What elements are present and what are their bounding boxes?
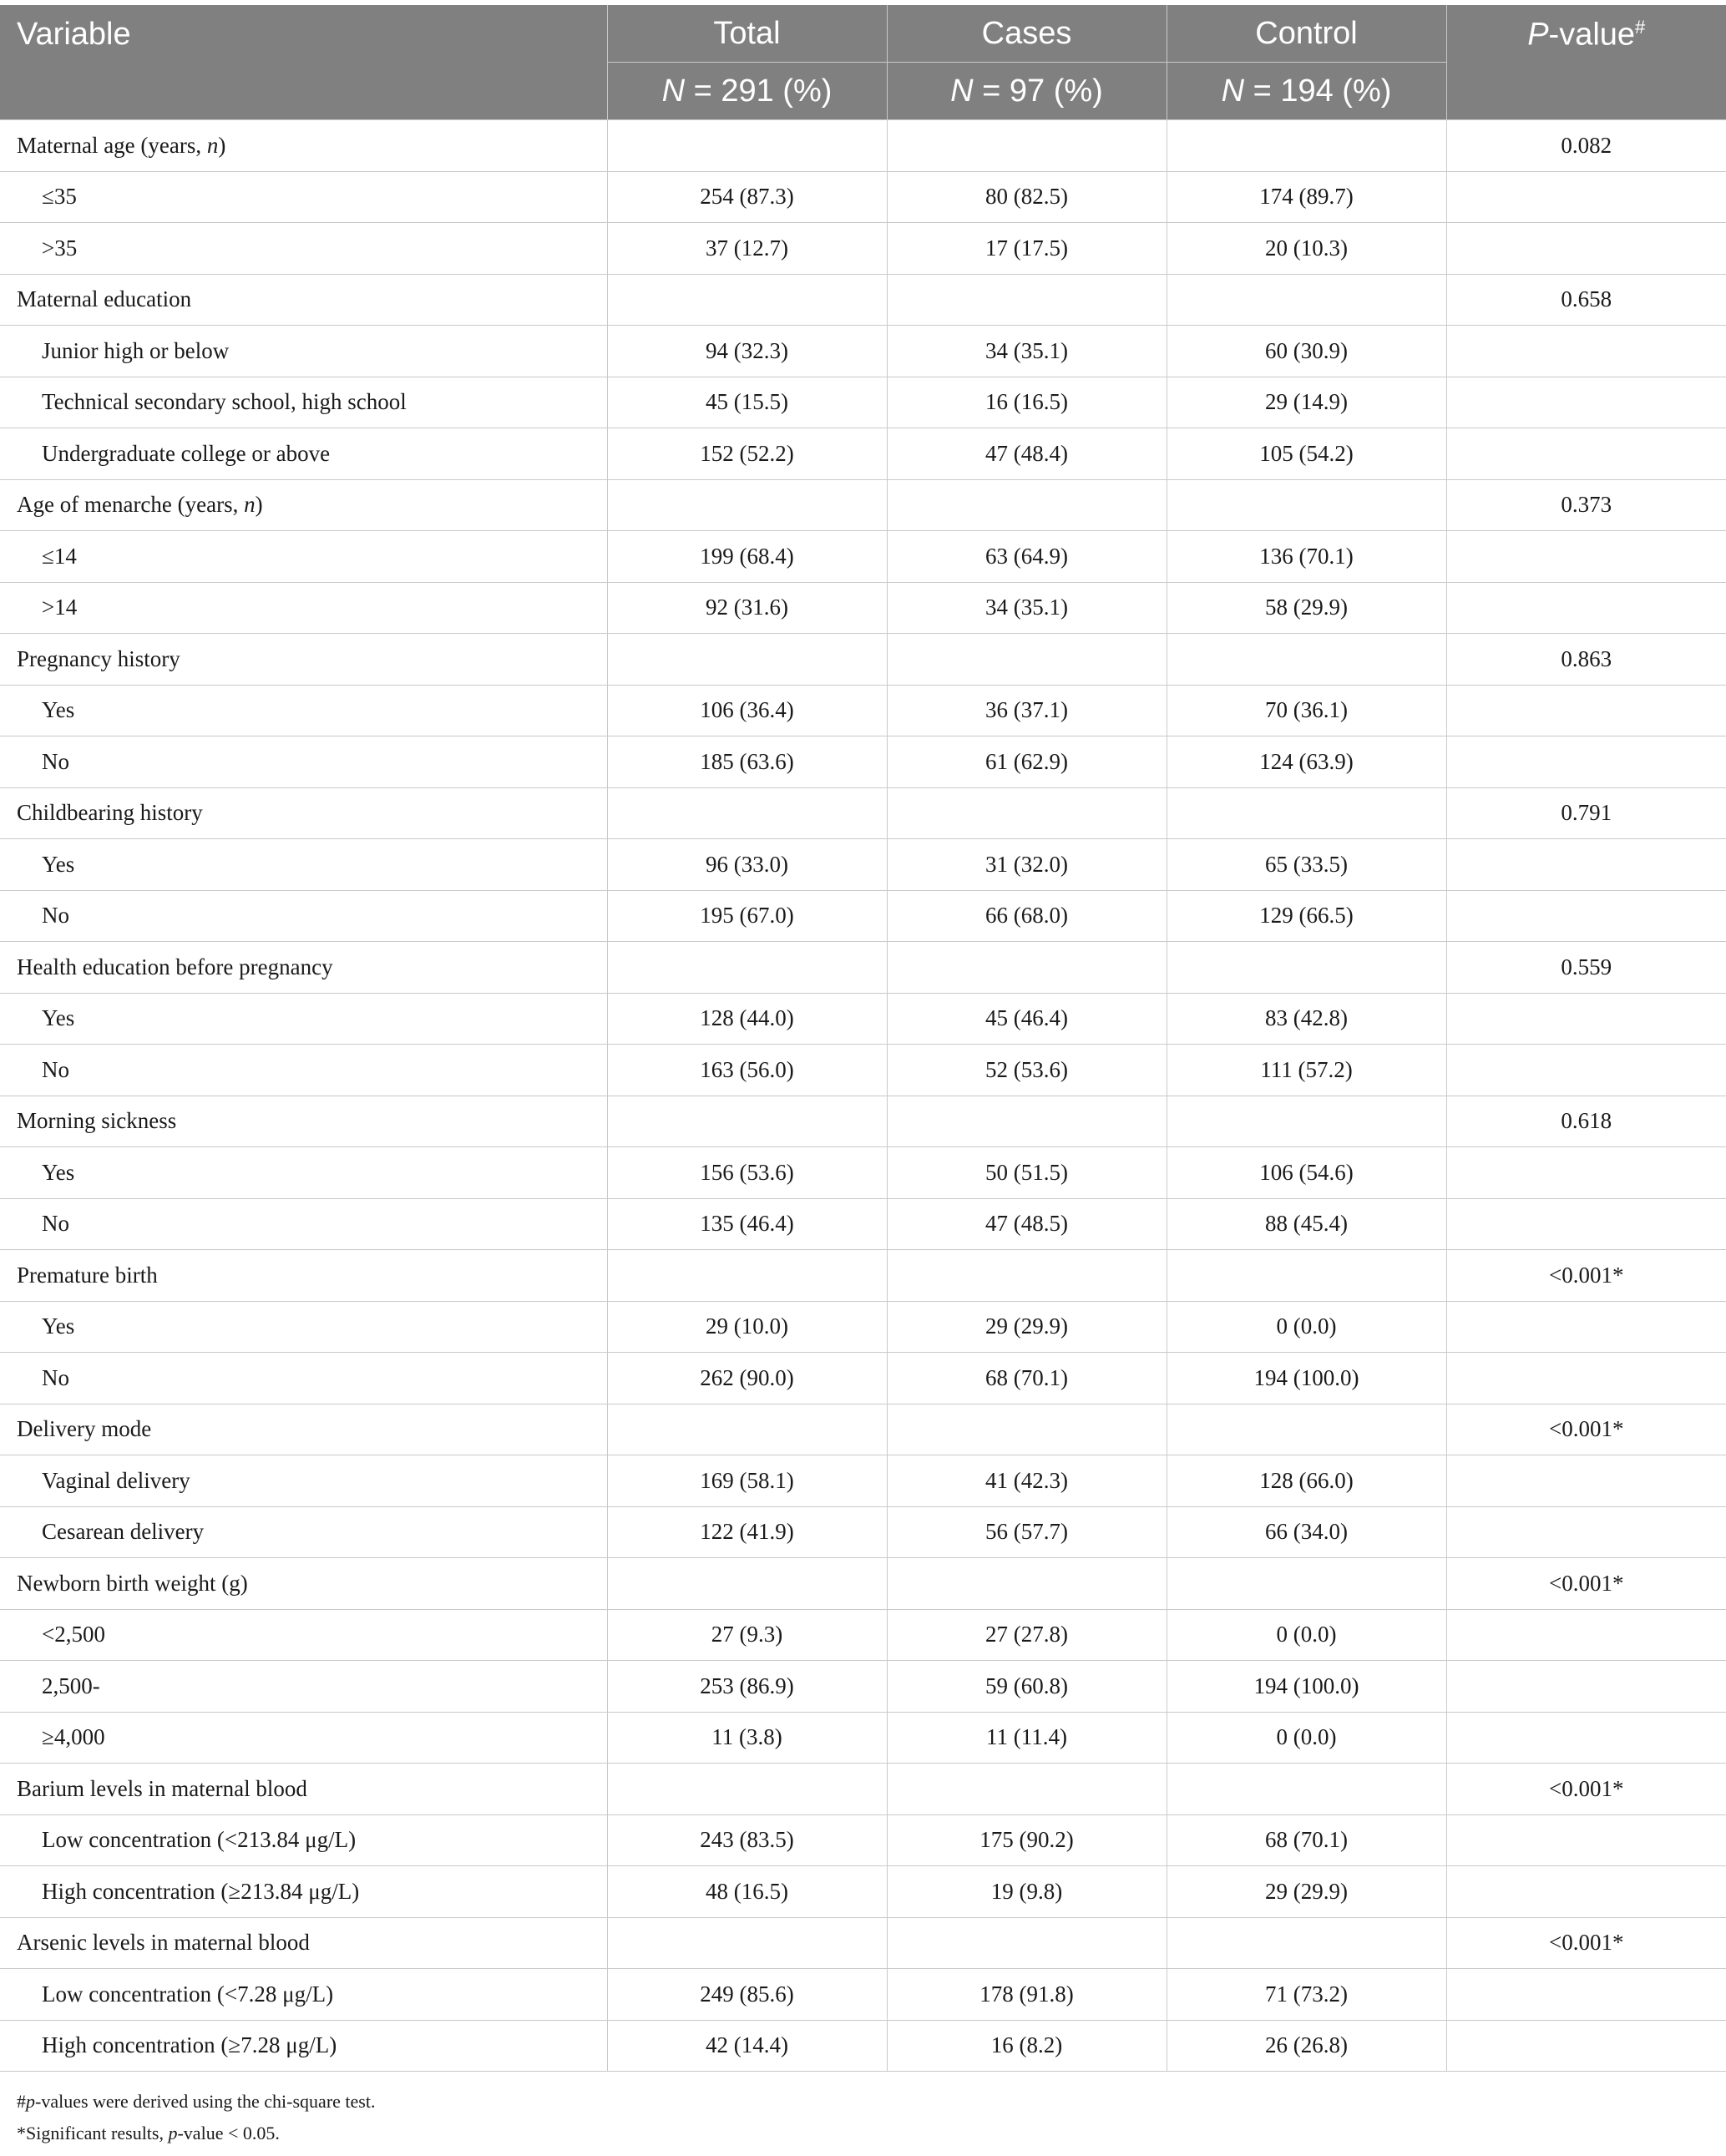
variable-label: Premature birth: [0, 1250, 607, 1302]
control-cell: 0 (0.0): [1167, 1609, 1446, 1661]
table-row: [0, 582, 1726, 634]
table-group-row: [0, 942, 1726, 994]
total-cell: 45 (15.5): [607, 377, 887, 428]
pvalue-cell: [1446, 1198, 1726, 1250]
header-control: Control: [1167, 5, 1446, 63]
variable-label: Barium levels in maternal blood: [0, 1764, 607, 1815]
pvalue-cell: [1446, 1147, 1726, 1199]
category-label: Yes: [0, 685, 607, 736]
variable-label: Health education before pregnancy: [0, 942, 607, 994]
total-cell: 199 (68.4): [607, 531, 887, 583]
cases-cell: 61 (62.9): [887, 736, 1167, 788]
category-label: >35: [0, 223, 607, 275]
cases-cell: [887, 787, 1167, 839]
table-row: [0, 1353, 1726, 1404]
control-cell: 68 (70.1): [1167, 1814, 1446, 1866]
control-cell: [1167, 479, 1446, 531]
total-cell: 27 (9.3): [607, 1609, 887, 1661]
table-footnotes: [17, 2086, 375, 2149]
category-label: No: [0, 890, 607, 942]
total-cell: 163 (56.0): [607, 1045, 887, 1096]
table-row: [0, 1301, 1726, 1353]
total-cell: 29 (10.0): [607, 1301, 887, 1353]
header-pvalue-sup: #: [1635, 17, 1646, 38]
control-cell: 174 (89.7): [1167, 171, 1446, 223]
pvalue-cell: [1446, 428, 1726, 480]
cases-cell: 34 (35.1): [887, 582, 1167, 634]
table-header: [0, 5, 1726, 120]
footnote-2-italic: p: [168, 2123, 178, 2143]
variable-label: Delivery mode: [0, 1404, 607, 1455]
control-cell: 29 (29.9): [1167, 1866, 1446, 1918]
cases-cell: 68 (70.1): [887, 1353, 1167, 1404]
pvalue-cell: [1446, 1866, 1726, 1918]
category-label: Junior high or below: [0, 326, 607, 377]
cases-cell: 80 (82.5): [887, 171, 1167, 223]
table-row: [0, 1866, 1726, 1918]
characteristics-table: [0, 5, 1726, 2072]
cases-cell: 41 (42.3): [887, 1455, 1167, 1507]
category-label: Undergraduate college or above: [0, 428, 607, 480]
header-cases: Cases: [887, 5, 1167, 63]
pvalue-cell: <0.001*: [1446, 1250, 1726, 1302]
table-row: [0, 839, 1726, 891]
total-cell: [607, 1096, 887, 1147]
category-label: 2,500-: [0, 1661, 607, 1713]
header-row-1: [0, 5, 1726, 63]
pvalue-cell: [1446, 1353, 1726, 1404]
category-label: Technical secondary school, high school: [0, 377, 607, 428]
control-cell: [1167, 120, 1446, 172]
total-cell: [607, 1764, 887, 1815]
table-body: [0, 120, 1726, 2072]
pvalue-cell: [1446, 1609, 1726, 1661]
category-label: Low concentration (<213.84 μg/L): [0, 1814, 607, 1866]
control-cell: [1167, 1764, 1446, 1815]
control-cell: 124 (63.9): [1167, 736, 1446, 788]
n-symbol: N: [950, 73, 974, 109]
cases-cell: 66 (68.0): [887, 890, 1167, 942]
total-cell: [607, 1917, 887, 1969]
control-cell: 106 (54.6): [1167, 1147, 1446, 1199]
header-control-n: [1167, 63, 1446, 120]
variable-label: Morning sickness: [0, 1096, 607, 1147]
cases-cell: [887, 634, 1167, 686]
pvalue-cell: [1446, 1814, 1726, 1866]
control-cell: 66 (34.0): [1167, 1506, 1446, 1558]
total-cell: 262 (90.0): [607, 1353, 887, 1404]
total-cell: [607, 634, 887, 686]
variable-label-end: ): [255, 492, 263, 518]
cases-cell: 178 (91.8): [887, 1969, 1167, 2021]
control-cell: [1167, 1917, 1446, 1969]
table-row: [0, 326, 1726, 377]
table-row: [0, 1455, 1726, 1507]
pvalue-cell: 0.559: [1446, 942, 1726, 994]
pvalue-cell: [1446, 582, 1726, 634]
table-group-row: [0, 787, 1726, 839]
total-cell: 37 (12.7): [607, 223, 887, 275]
table-group-row: [0, 120, 1726, 172]
variable-label: Maternal education: [0, 274, 607, 326]
cases-cell: 16 (8.2): [887, 2020, 1167, 2072]
footnote-2-text-start: *Significant results,: [17, 2123, 169, 2143]
footnote-2-text-end: -value < 0.05.: [177, 2123, 280, 2143]
control-cell: 20 (10.3): [1167, 223, 1446, 275]
pvalue-cell: <0.001*: [1446, 1917, 1726, 1969]
pvalue-cell: 0.082: [1446, 120, 1726, 172]
table-group-row: [0, 1250, 1726, 1302]
table-row: [0, 736, 1726, 788]
category-label: ≤35: [0, 171, 607, 223]
control-cell: 128 (66.0): [1167, 1455, 1446, 1507]
variable-label-text: Maternal age (years,: [17, 132, 207, 158]
total-cell: 253 (86.9): [607, 1661, 887, 1713]
control-cell: 136 (70.1): [1167, 531, 1446, 583]
cases-cell: 34 (35.1): [887, 326, 1167, 377]
total-cell: 169 (58.1): [607, 1455, 887, 1507]
cases-cell: [887, 274, 1167, 326]
pvalue-cell: [1446, 685, 1726, 736]
total-cell: [607, 1250, 887, 1302]
table-group-row: [0, 634, 1726, 686]
control-cell: 111 (57.2): [1167, 1045, 1446, 1096]
cases-n-value: = 97 (%): [973, 73, 1103, 109]
table-row: [0, 1712, 1726, 1764]
total-n-value: = 291 (%): [685, 73, 833, 109]
cases-cell: [887, 1250, 1167, 1302]
footnote-2: [17, 2118, 375, 2149]
control-cell: 194 (100.0): [1167, 1353, 1446, 1404]
header-pvalue-text: -value: [1548, 17, 1636, 53]
pvalue-cell: [1446, 223, 1726, 275]
table-group-row: [0, 1558, 1726, 1610]
category-label: No: [0, 1353, 607, 1404]
variable-label: [0, 120, 607, 172]
table-group-row: [0, 1764, 1726, 1815]
pvalue-cell: 0.791: [1446, 787, 1726, 839]
table-container: [0, 5, 1726, 2072]
pvalue-cell: [1446, 1661, 1726, 1713]
cases-cell: 11 (11.4): [887, 1712, 1167, 1764]
pvalue-cell: 0.863: [1446, 634, 1726, 686]
total-cell: [607, 274, 887, 326]
variable-label-text: Age of menarche (years,: [17, 492, 245, 518]
table-row: [0, 1198, 1726, 1250]
control-cell: 60 (30.9): [1167, 326, 1446, 377]
cases-cell: 45 (46.4): [887, 993, 1167, 1045]
total-cell: [607, 942, 887, 994]
pvalue-cell: 0.373: [1446, 479, 1726, 531]
cases-cell: 56 (57.7): [887, 1506, 1167, 1558]
pvalue-cell: [1446, 2020, 1726, 2072]
total-cell: [607, 120, 887, 172]
total-cell: 96 (33.0): [607, 839, 887, 891]
total-cell: [607, 787, 887, 839]
pvalue-cell: 0.618: [1446, 1096, 1726, 1147]
cases-cell: 31 (32.0): [887, 839, 1167, 891]
cases-cell: 29 (29.9): [887, 1301, 1167, 1353]
control-cell: 26 (26.8): [1167, 2020, 1446, 2072]
variable-label-italic: n: [206, 132, 219, 158]
total-cell: 11 (3.8): [607, 1712, 887, 1764]
control-cell: 65 (33.5): [1167, 839, 1446, 891]
pvalue-cell: [1446, 171, 1726, 223]
cases-cell: [887, 942, 1167, 994]
pvalue-cell: [1446, 326, 1726, 377]
total-cell: 195 (67.0): [607, 890, 887, 942]
n-symbol: N: [1221, 73, 1245, 109]
pvalue-cell: [1446, 890, 1726, 942]
table-row: [0, 1814, 1726, 1866]
pvalue-cell: [1446, 1455, 1726, 1507]
pvalue-cell: [1446, 1969, 1726, 2021]
total-cell: 42 (14.4): [607, 2020, 887, 2072]
cases-cell: 27 (27.8): [887, 1609, 1167, 1661]
footnote-1-marker: #: [17, 2091, 26, 2112]
control-cell: 70 (36.1): [1167, 685, 1446, 736]
table-row: [0, 890, 1726, 942]
category-label: ≥4,000: [0, 1712, 607, 1764]
total-cell: 152 (52.2): [607, 428, 887, 480]
control-cell: [1167, 1558, 1446, 1610]
table-row: [0, 1969, 1726, 2021]
control-cell: 129 (66.5): [1167, 890, 1446, 942]
total-cell: 94 (32.3): [607, 326, 887, 377]
control-cell: 0 (0.0): [1167, 1301, 1446, 1353]
cases-cell: 52 (53.6): [887, 1045, 1167, 1096]
cases-cell: [887, 1558, 1167, 1610]
cases-cell: 19 (9.8): [887, 1866, 1167, 1918]
variable-label: [0, 479, 607, 531]
pvalue-cell: <0.001*: [1446, 1764, 1726, 1815]
control-cell: 83 (42.8): [1167, 993, 1446, 1045]
variable-label: Pregnancy history: [0, 634, 607, 686]
table-group-row: [0, 1096, 1726, 1147]
pvalue-cell: 0.658: [1446, 274, 1726, 326]
cases-cell: 50 (51.5): [887, 1147, 1167, 1199]
pvalue-cell: [1446, 839, 1726, 891]
total-cell: 128 (44.0): [607, 993, 887, 1045]
total-cell: 92 (31.6): [607, 582, 887, 634]
pvalue-cell: [1446, 1301, 1726, 1353]
cases-cell: 47 (48.4): [887, 428, 1167, 480]
control-cell: 29 (14.9): [1167, 377, 1446, 428]
control-cell: 88 (45.4): [1167, 1198, 1446, 1250]
total-cell: 156 (53.6): [607, 1147, 887, 1199]
pvalue-cell: [1446, 1506, 1726, 1558]
control-cell: [1167, 942, 1446, 994]
header-total-n: [607, 63, 887, 120]
header-variable: Variable: [0, 5, 607, 120]
cases-cell: 17 (17.5): [887, 223, 1167, 275]
category-label: Cesarean delivery: [0, 1506, 607, 1558]
control-cell: [1167, 1096, 1446, 1147]
total-cell: 48 (16.5): [607, 1866, 887, 1918]
table-row: [0, 531, 1726, 583]
total-cell: 135 (46.4): [607, 1198, 887, 1250]
total-cell: [607, 1558, 887, 1610]
control-cell: [1167, 787, 1446, 839]
category-label: Low concentration (<7.28 μg/L): [0, 1969, 607, 2021]
table-group-row: [0, 1917, 1726, 1969]
category-label: High concentration (≥213.84 μg/L): [0, 1866, 607, 1918]
category-label: <2,500: [0, 1609, 607, 1661]
footnote-1: [17, 2086, 375, 2118]
table-group-row: [0, 274, 1726, 326]
total-cell: 254 (87.3): [607, 171, 887, 223]
table-group-row: [0, 479, 1726, 531]
category-label: Yes: [0, 1301, 607, 1353]
table-group-row: [0, 1404, 1726, 1455]
category-label: No: [0, 1198, 607, 1250]
pvalue-cell: <0.001*: [1446, 1404, 1726, 1455]
category-label: No: [0, 736, 607, 788]
header-pvalue-p: P: [1527, 17, 1549, 53]
control-cell: 71 (73.2): [1167, 1969, 1446, 2021]
total-cell: [607, 479, 887, 531]
pvalue-cell: [1446, 1045, 1726, 1096]
variable-label-end: ): [218, 132, 226, 158]
category-label: Yes: [0, 1147, 607, 1199]
control-cell: [1167, 1404, 1446, 1455]
cases-cell: 36 (37.1): [887, 685, 1167, 736]
cases-cell: [887, 479, 1167, 531]
table-row: [0, 171, 1726, 223]
control-cell: 0 (0.0): [1167, 1712, 1446, 1764]
header-pvalue: [1446, 5, 1726, 120]
table-row: [0, 1506, 1726, 1558]
cases-cell: [887, 1764, 1167, 1815]
control-cell: 105 (54.2): [1167, 428, 1446, 480]
cases-cell: 63 (64.9): [887, 531, 1167, 583]
table-row: [0, 1045, 1726, 1096]
control-cell: 194 (100.0): [1167, 1661, 1446, 1713]
pvalue-cell: [1446, 1712, 1726, 1764]
control-cell: [1167, 274, 1446, 326]
cases-cell: 16 (16.5): [887, 377, 1167, 428]
cases-cell: [887, 1096, 1167, 1147]
category-label: Yes: [0, 993, 607, 1045]
variable-label: Newborn birth weight (g): [0, 1558, 607, 1610]
total-cell: 249 (85.6): [607, 1969, 887, 2021]
total-cell: [607, 1404, 887, 1455]
table-row: [0, 685, 1726, 736]
cases-cell: [887, 120, 1167, 172]
table-row: [0, 1609, 1726, 1661]
header-total: Total: [607, 5, 887, 63]
header-cases-n: [887, 63, 1167, 120]
category-label: High concentration (≥7.28 μg/L): [0, 2020, 607, 2072]
pvalue-cell: [1446, 377, 1726, 428]
pvalue-cell: [1446, 736, 1726, 788]
total-cell: 185 (63.6): [607, 736, 887, 788]
control-cell: [1167, 634, 1446, 686]
control-n-value: = 194 (%): [1244, 73, 1392, 109]
control-cell: 58 (29.9): [1167, 582, 1446, 634]
table-row: [0, 428, 1726, 480]
cases-cell: 59 (60.8): [887, 1661, 1167, 1713]
total-cell: 106 (36.4): [607, 685, 887, 736]
variable-label: Arsenic levels in maternal blood: [0, 1917, 607, 1969]
pvalue-cell: <0.001*: [1446, 1558, 1726, 1610]
table-row: [0, 377, 1726, 428]
variable-label: Childbearing history: [0, 787, 607, 839]
category-label: No: [0, 1045, 607, 1096]
table-row: [0, 1147, 1726, 1199]
footnote-1-text: -values were derived using the chi-square test.: [35, 2091, 376, 2112]
category-label: Vaginal delivery: [0, 1455, 607, 1507]
pvalue-cell: [1446, 531, 1726, 583]
cases-cell: [887, 1404, 1167, 1455]
category-label: >14: [0, 582, 607, 634]
category-label: ≤14: [0, 531, 607, 583]
table-row: [0, 223, 1726, 275]
variable-label-italic: n: [244, 492, 256, 518]
table-row: [0, 993, 1726, 1045]
total-cell: 122 (41.9): [607, 1506, 887, 1558]
table-row: [0, 2020, 1726, 2072]
control-cell: [1167, 1250, 1446, 1302]
n-symbol: N: [661, 73, 686, 109]
footnote-1-italic: p: [26, 2091, 35, 2112]
category-label: Yes: [0, 839, 607, 891]
total-cell: 243 (83.5): [607, 1814, 887, 1866]
cases-cell: 175 (90.2): [887, 1814, 1167, 1866]
cases-cell: 47 (48.5): [887, 1198, 1167, 1250]
cases-cell: [887, 1917, 1167, 1969]
pvalue-cell: [1446, 993, 1726, 1045]
table-row: [0, 1661, 1726, 1713]
